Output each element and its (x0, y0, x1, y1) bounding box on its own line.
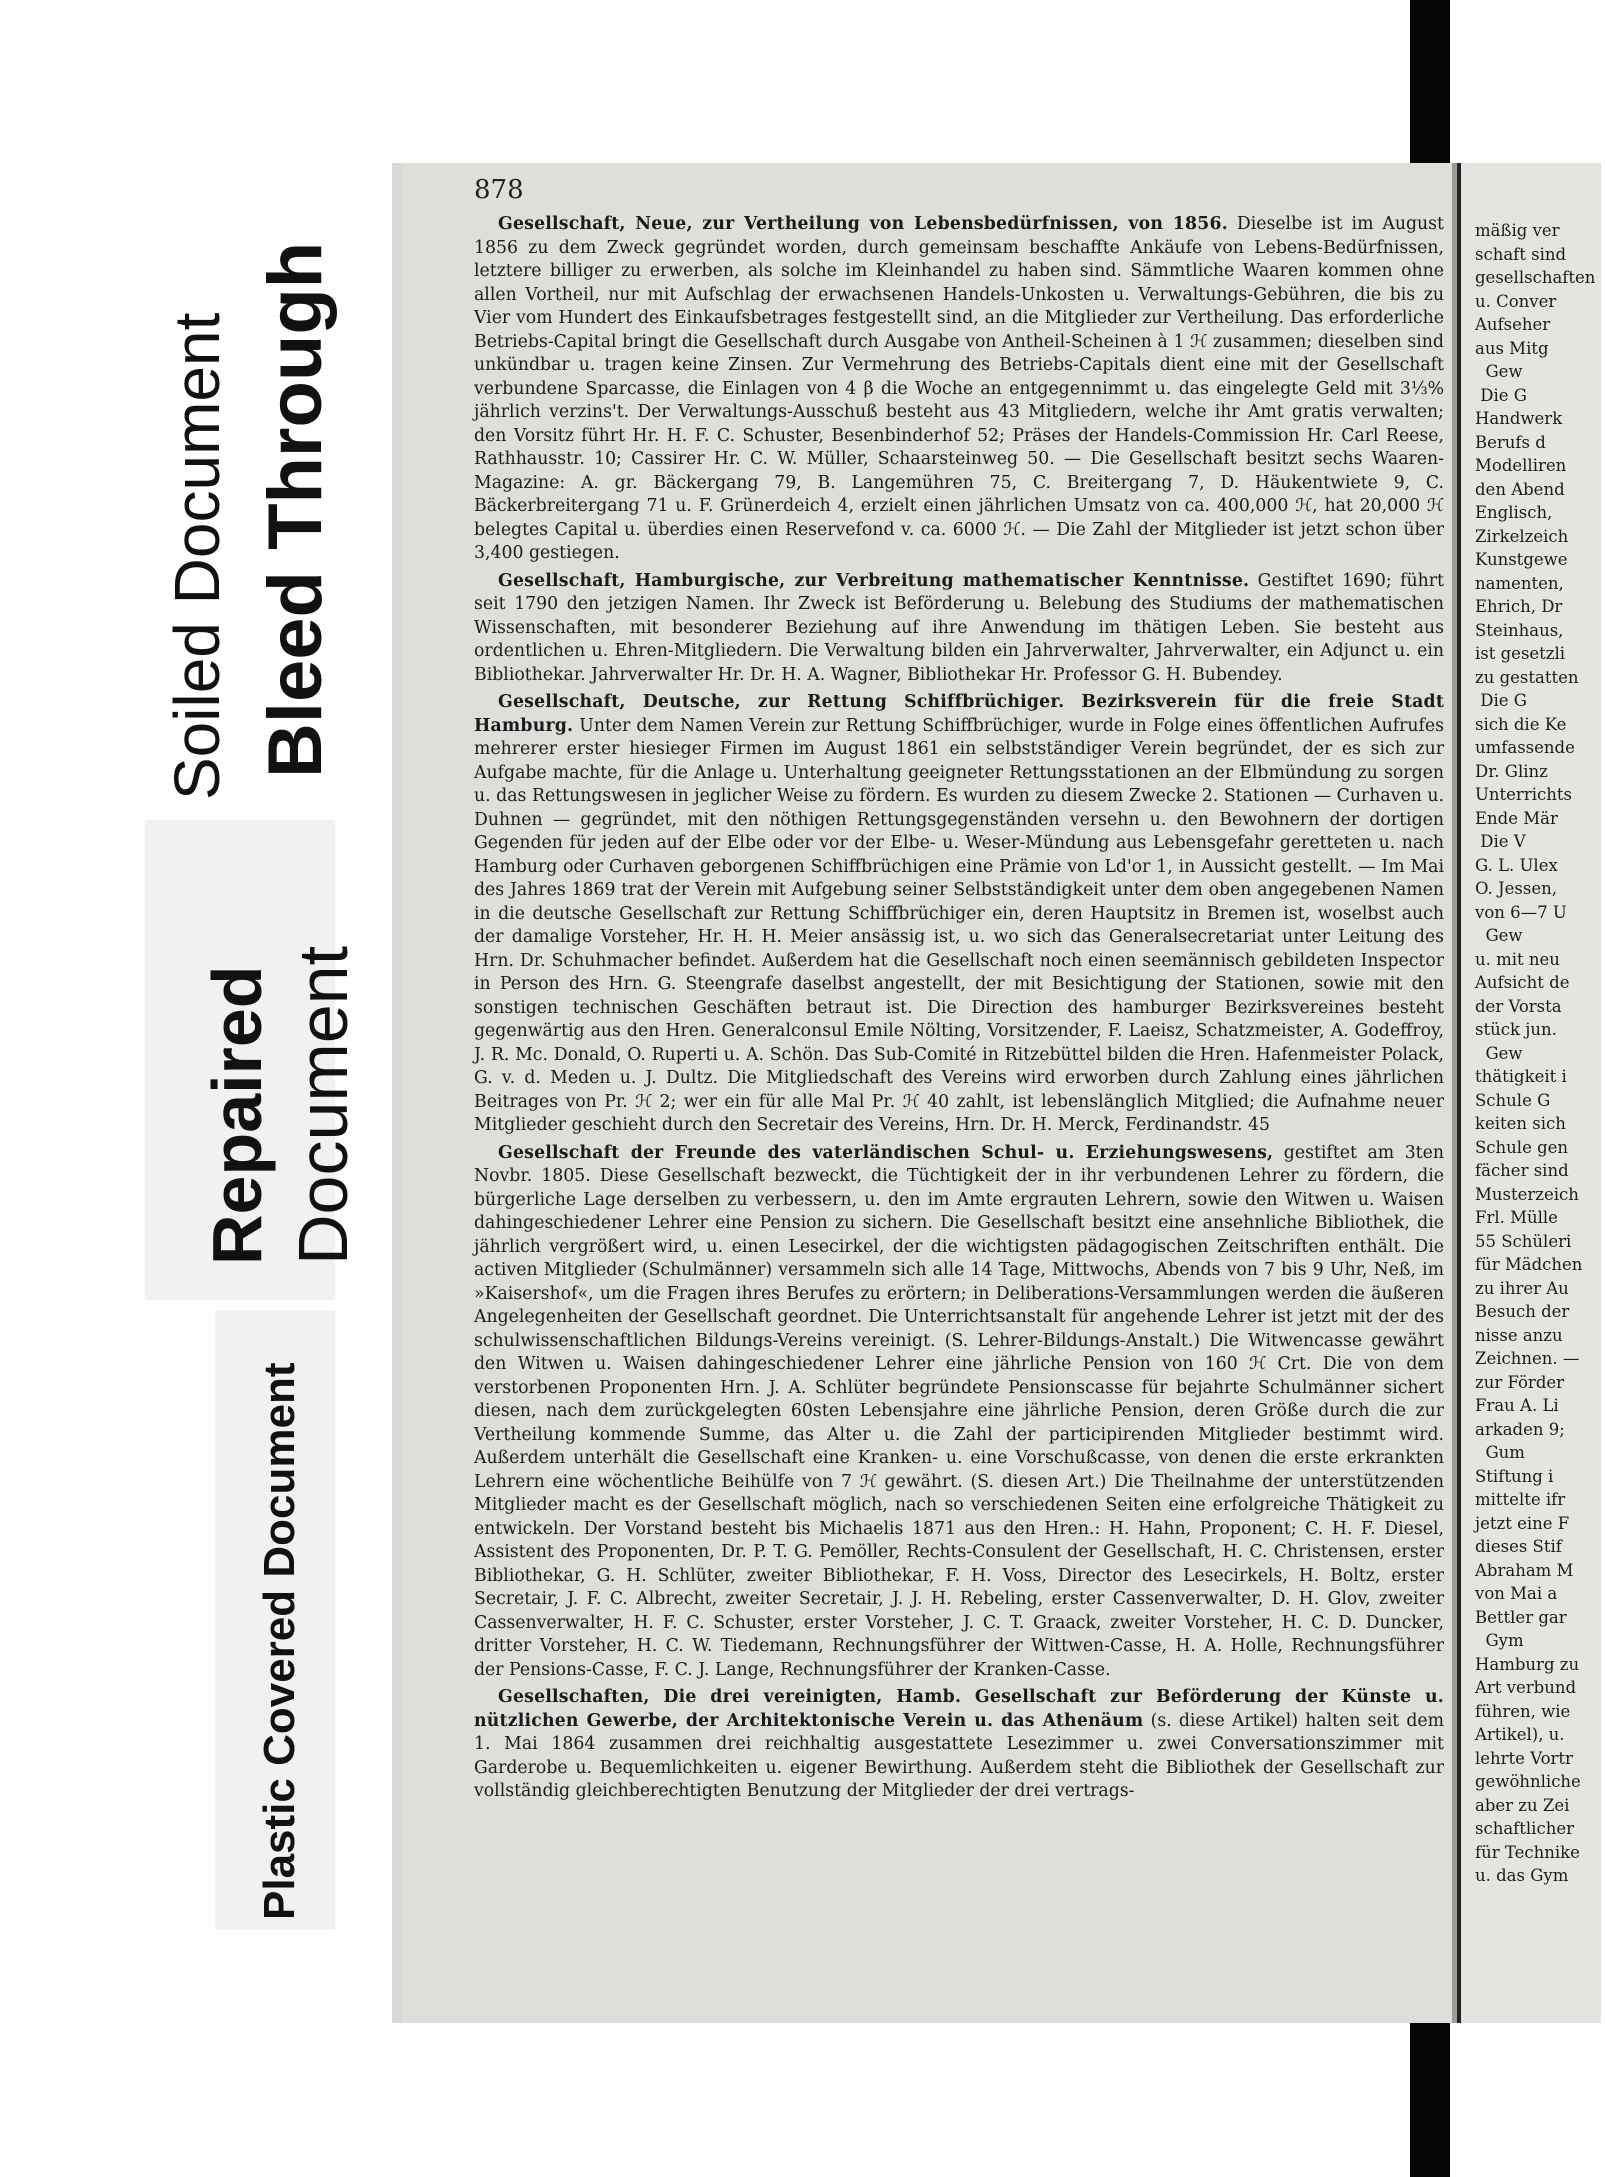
next-page-text: mäßig ver schaft sind gesellschaften u. Conver Aufseher aus Mitg Gew Die G Handwerk Berufs d Modelliren den Abend Englisch, Zirkelzeich Kunstgewe namenten, Ehrich, Dr Steinhaus, ist gesetzli zu gestatten Die G sich die Ke umfassende Dr. Glinz Unterrichts Ende Mär Die V G. L. Ulex O. Jessen, von 6—7 U Gew u. mit neu Aufsicht de der Vorsta stück jun. Gew thätigkeit i Schule G keiten sich Schule gen fächer sind Musterzeich Frl. Mülle 55 Schüleri für Mädchen zu ihrer Au Besuch der nisse anzu Zeichnen. — zur Förder Frau A. Li arkaden 9; Gum Stiftung i mittelte ifr jetzt eine F dieses Stif Abraham M von Mai a Bettler gar Gym Hamburg zu Art verbund führen, wie Artikel), u. lehrte Vortr gewöhnliche aber zu Zei schaftlicher für Technike u. das Gym (1475, 221, 1596, 1885)
entry-heading: Gesellschaft, Neue, zur Vertheilung von Lebensbedürfnissen, von 1856. (498, 214, 1228, 234)
plastic-covered-label: Plastic Covered Document (255, 1362, 304, 1920)
entry-body: (s. diese Artikel) halten seit dem 1. Mai 1864 zusammen drei reichhaltig ausgestattete Lesezimmer u. zwei Conversationszimmer mit Garderobe u. Bequemlichkeiten u. eigener Bewirthung. Außerdem steht die Bibliothek der Gesellschaft zur vollständig gleichberechtigten Benutzung der Mitglieder der drei vertrags- (474, 1710, 1444, 1801)
entry-5 (474, 1686, 1444, 1804)
page-text (474, 213, 1444, 1808)
entry-4 (474, 1142, 1444, 1683)
soiled-document-label: Soiled Document (161, 312, 233, 800)
entry-body: Unter dem Namen Verein zur Rettung Schiffbrüchiger, wurde in Folge eines öffentlichen Aufrufes mehrerer erster hiesieger Firmen im August 1861 ein selbstständiger Verein begründet, der es sich zur Aufgabe machte, für die Anlage u. Unterhaltung geeigneter Rettungsstationen an der Elbmündung zu sorgen u. das Rettungswesen in jeglicher Weise zu fördern. Es wurden zu diesem Zwecke 2. Stationen — Curhaven u. Duhnen — gegründet, mit den nöthigen Rettungsgegenständen versehn u. den Bewohnern der dortigen Gegenden für jeden auf der Elbe oder vor der Elbe- u. Weser-Mündung aus Lebensgefahr geretteten u. nach Hamburg oder Curhaven geborgenen Schiffbrüchigen eine Prämie von Ld'or 1, in Aussicht gestellt. — Im Mai des Jahres 1869 trat der Verein mit Aufgebung seiner Selbstständigkeit unter dem oben angegebenen Namen in die deutsche Gesellschaft zur Rettung Schiffbrüchiger ein, deren Hauptsitz in Bremen ist, woselbst auch der damalige Vorsteher, Hr. H. H. Meier ansässig ist, u. wo sich das Generalsecretariat unter Leitung des Hrn. Dr. Schuhmacher befindet. Außerdem hat die Gesellschaft noch einen seemännisch gebildeten Inspector in Person des Hrn. G. Steengrafe daselbst angestellt, der mit Besichtigung der Stationen, sowie mit den sonstigen technischen Geschäften betraut ist. Die Direction des hamburger Bezirksvereines besteht gegenwärtig aus den Hren. Generalconsul Emile Nölting, Vorsitzender, F. Laeisz, Schatzmeister, A. Godeffroy, J. R. Mc. Donald, O. Ruperti u. A. Schön. Das Sub-Comité in Ritzebüttel bilden die Hren. Hafenmeister Polack, G. v. d. Meden u. J. Dultz. Die Mitgliedschaft des Vereins wird erworben durch Zahlung eines jährlichen Beitrages von Pr. ℋ 2; wer ein für alle Mal Pr. ℋ 40 zahlt, ist lebenslänglich Mitglied; die Aufnahme neuer Mitglieder geschieht durch den Secretair des Vereins, Hrn. Dr. H. Merck, Ferdinandstr. 45 (474, 715, 1444, 1135)
repaired-label-line1: Repaired (198, 965, 276, 1265)
entry-3 (474, 691, 1444, 1138)
entry-1 (474, 213, 1444, 566)
page-number: 878 (474, 175, 524, 205)
entry-heading: Gesellschaft, Hamburgische, zur Verbreitung mathematischer Kenntnisse. (498, 570, 1250, 591)
entry-heading: Gesellschaften, Die drei vereinigten, Hamb. Gesellschaft zur Beförderung der Künste u. nützlichen Gewerbe, der Architektonische Verein u. das Athenäum (474, 1687, 1444, 1731)
entry-body: Gestiftet 1690; führt seit 1790 den jetzigen Namen. Ihr Zweck ist Beförderung u. Belebung des Studiums der mathematischen Wissenschaften, mit besonderer Beziehung auf ihre Anwendung im thätigen Leben. Sie besteht aus ordentlichen u. Ehren-Mitgliedern. Die Verwaltung bilden ein Jahrverwalter, Jahrverwalter, ein Adjunct u. ein Bibliothekar. Jahrverwalter Hr. Dr. H. A. Wagner, Bibliothekar Hr. Professor G. H. Bubendey. (474, 570, 1444, 685)
entry-2 (474, 570, 1444, 688)
scanned-page (392, 163, 1596, 2023)
page-main-column (402, 163, 1452, 2023)
entry-heading: Gesellschaft, Deutsche, zur Rettung Schiffbrüchiger. Bezirksverein für die freie Stadt Hamburg. (474, 692, 1444, 736)
entry-body: gestiftet am 3ten Novbr. 1805. Diese Gesellschaft bezweckt, die Tüchtigkeit der in ihr verbundenen Lehrer zu fördern, die bürgerliche Lage derselben zu verbessern, u. den im Amte ergrauten Lehrern, sowie den Witwen u. Waisen dahingeschiedener Lehrer eine Pension zu sichern. Die Gesellschaft besitzt eine ansehnliche Bibliothek, die jährlich vergrößert wird, u. einen Lesecirkel, der die wichtigsten pädagogischen Zeitschriften enthält. Die activen Mitglieder (Schulmänner) versammeln sich alle 14 Tage, Mittwochs, Abends von 7 bis 9 Uhr, Neß, im »Kaisershof«, um die Fragen ihres Berufes zu erörtern; in Deliberations-Versammlungen werden die äußeren Angelegenheiten der Gesellschaft geordnet. Die Unterrichtsanstalt für angehende Lehrer ist jetzt mit der des schulwissenschaftlichen Bildungs-Vereins vereinigt. (S. Lehrer-Bildungs-Anstalt.) Die Witwencasse gewährt den Witwen u. Waisen dahingeschiedener Lehrer eine jährliche Pension von 160 ℋ Crt. Die von dem verstorbenen Proponenten Hrn. J. A. Schlüter begründete Pensionscasse für bejahrte Schulmänner sichert diesen, nach dem zurückgelegten 60sten Lebensjahre eine jährliche Pension, deren Größe durch die zur Vertheilung kommende Summe, das Alter u. die Zahl der participirenden Mitglieder bestimmt wird. Außerdem unterhält die Gesellschaft eine Kranken- u. eine Vorschußcasse, von denen die erste erkrankten Lehrern eine wöchentliche Beihülfe von 7 ℋ gewährt. (S. diesen Art.) Die Theilnahme der unterstützenden Mitglieder macht es der Gesellschaft möglich, nach so verschiedenen Seiten eine erfolgreiche Thätigkeit zu entwickeln. Der Vorstand besteht bis Michaelis 1871 aus den Hren.: H. Hahn, Proponent; C. H. F. Diesel, Assistent des Proponenten, Dr. P. T. G. Pemöller, Rechts-Consulent der Gesellschaft, H. C. Christensen, erster Bibliothekar, G. H. Schlüter, zweiter Bibliothekar, F. H. Voss, Director des Lesecirkels, H. Boltz, erster Secretair, J. F. C. Albrecht, zweiter Secretair, J. J. H. Rebeling, erster Cassenverwalter, D. H. Glov, zweiter Cassenverwalter, H. F. C. Schuster, erster Vorsteher, J. C. T. Graack, zweiter Vorsteher, H. C. D. Duncker, dritter Vorsteher, H. C. W. Tiedemann, Rechnungsführer der Wittwen-Casse, H. A. Holle, Rechnungsführer der Pensions-Casse, F. C. J. Lange, Rechnungsführer der Kranken-Casse. (474, 1142, 1444, 1680)
next-page-column (1457, 163, 1601, 2023)
entry-heading: Gesellschaft der Freunde des vaterländischen Schul- u. Erziehungswesens, (498, 1142, 1274, 1163)
bleed-through-label: Bleed Through (253, 241, 338, 778)
entry-body: Dieselbe ist im August 1856 zu dem Zweck gegründet worden, durch gemeinsam beschaffte Ankäufe von Lebens-Bedürfnissen, letztere billiger zu erwerben, als solche im Kleinhandel zu haben sind. Sämmtliche Waaren kommen ohne allen Vortheil, nur mit Aufschlag der erwachsenen Handels-Unkosten u. Verwaltungs-Gebühren, die bis zu Vier vom Hundert des Einkaufsbetrages festgestellt sind, an die Mitglieder zur Vertheilung. Das erforderliche Betriebs-Capital bringt die Gesellschaft durch Ausgabe von Antheil-Scheinen à 1 ℋ zusammen; dieselben sind unkündbar u. tragen keine Zinsen. Zur Vermehrung des Betriebs-Capitals dient eine mit der Gesellschaft verbundene Sparcasse, die Einlagen von 4 β die Woche an entgegennimmt u. das eingelegte Geld mit 3⅓% jährlich verzins't. Der Verwaltungs-Ausschuß besteht aus 43 Mitgliedern, welche ihr Amt gratis verwalten; den Vorsitz führt Hr. H. F. C. Schuster, Besenbinderhof 52; Präses der Handels-Commission Hr. Carl Reese, Rathhausstr. 10; Cassirer Hr. C. W. Müller, Schaarsteinweg 50. — Die Gesellschaft besitzt sechs Waaren-Magazine: A. gr. Bäckergang 79, B. Langemühren 75, C. Breitergang 7, D. Häukentwiete 9, C. Bäckerbreitergang 71 u. F. Grünerdeich 4, erzielt einen jährlichen Umsatz von ca. 400,000 ℋ, hat 20,000 ℋ belegtes Capital u. überdies einen Reservefond v. ca. 6000 ℋ. — Die Zahl der Mitglieder ist jetzt schon über 3,400 gestiegen. (474, 214, 1444, 563)
repaired-label-line2: Document (284, 945, 362, 1265)
